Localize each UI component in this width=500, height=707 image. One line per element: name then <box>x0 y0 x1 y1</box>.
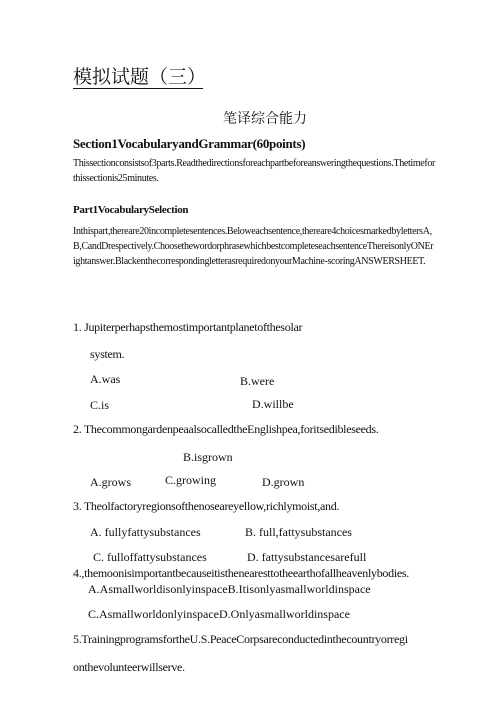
question-3-option-d: D. fattysubstancesarefull <box>247 550 367 564</box>
question-3-option-a: A. fullyfattysubstances <box>90 525 201 539</box>
question-1-option-b: B.were <box>240 374 275 388</box>
part-directions: Inthispart,thereare20incompletesentences.Beloweachsentence,thereare4choicesmarkedbylettersA,B,CandDrespectively.ChoosethewordorphrasewhichbestcompleteseachsentenceThereisonlyONErightanswer.BlackenthecorrespondingletterasrequiredonyourMachine-scoringANSWERSHEET. <box>73 226 434 267</box>
section-heading: Section1VocabularyandGrammar(60points) <box>73 136 306 151</box>
question-5-stem: 5.TrainingprogramsfortheU.S.PeaceCorpsareconductedinthecountryorregi <box>73 632 408 646</box>
question-4-options-ab: A.AsmallworldisonlyinspaceB.Itisonlyasmallworldinspace <box>88 582 371 596</box>
question-2-stem: 2. ThecommongardenpeaalsocalledtheEnglishpea,foritsedibleseeds. <box>73 422 379 436</box>
question-4-options-cd: C.AsmallworldonlyinspaceD.Onlyasmallworldinspace <box>88 607 350 621</box>
page-title: 模拟试题（三） <box>73 66 207 88</box>
question-3-stem: 3. Theolfactoryregionsofthenoseareyellow,richlymoist,and. <box>73 499 340 513</box>
question-1-stem: 1. Jupiterperhapsthemostimportantplanetofthesolar <box>73 320 303 334</box>
question-3-option-b: B. full,fattysubstances <box>245 525 352 539</box>
question-4-stem: 4.,themoonisimportantbecauseitisthenearesttotheearthofallheavenlybodies. <box>73 566 409 580</box>
question-5-stem-cont: onthevolunteerwillserve. <box>73 660 185 674</box>
question-2-option-c: C.growing <box>165 473 216 487</box>
title-underline <box>73 88 203 89</box>
question-3-option-c: C. fulloffattysubstances <box>93 550 207 564</box>
question-2-option-a: A.grows <box>90 475 131 489</box>
page-subtitle: 笔译综合能力 <box>223 111 307 127</box>
question-1-option-a: A.was <box>90 372 121 386</box>
question-2-option-d: D.grown <box>262 475 305 489</box>
question-2-option-b: B.isgrown <box>183 450 233 464</box>
question-1-option-d: D.willbe <box>252 397 294 411</box>
part-heading: Part1VocabularySelection <box>73 204 189 216</box>
section-intro: Thissectionconsistsof3parts.Readthedirectionsforeachpartbeforeansweringthequestions.Thetimeforthissectionis25minutes. <box>73 158 435 184</box>
question-1-option-c: C.is <box>90 398 110 412</box>
question-1-stem-cont: system. <box>90 347 125 361</box>
